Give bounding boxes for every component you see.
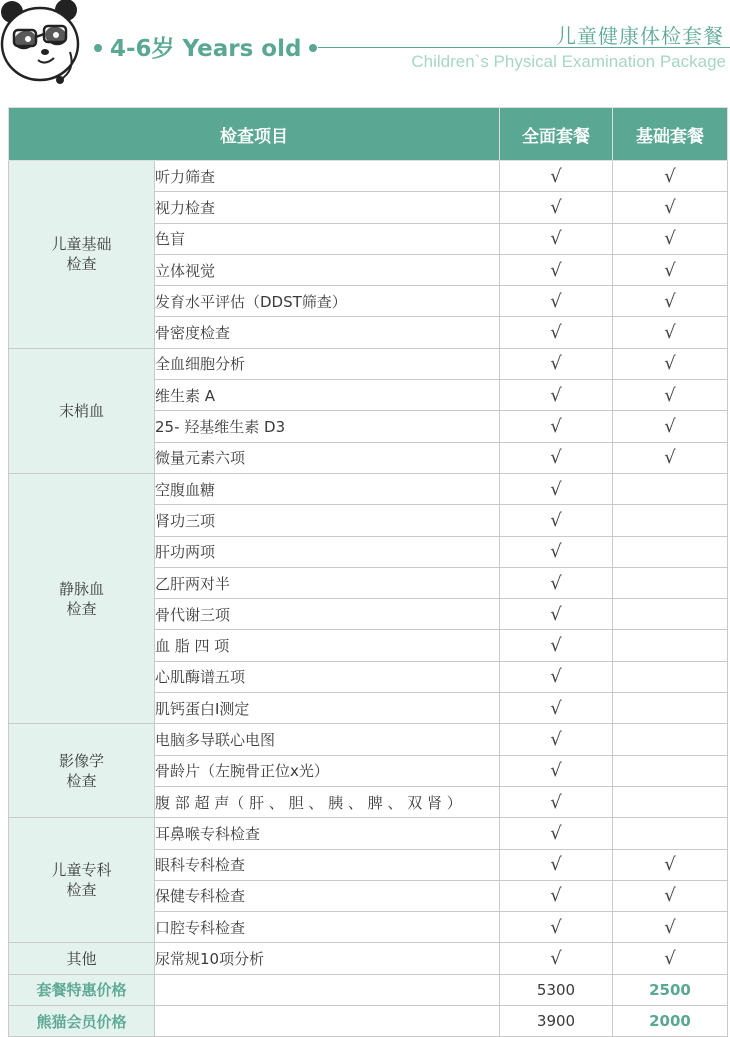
item-name-cell: 耳鼻喉专科检查 xyxy=(155,818,500,849)
category-cell: 儿童专科 检查 xyxy=(9,818,155,943)
item-name-cell: 听力筛查 xyxy=(155,161,500,192)
basic-package-check: √ xyxy=(613,442,728,473)
item-name-cell: 视力检查 xyxy=(155,192,500,223)
full-package-check: √ xyxy=(500,192,613,223)
basic-package-check: √ xyxy=(613,380,728,411)
full-package-check: √ xyxy=(500,661,613,692)
table-row xyxy=(9,473,728,504)
item-name-cell: 骨代谢三项 xyxy=(155,599,500,630)
item-name-cell: 腹 部 超 声（ 肝 、 胆 、 胰 、 脾 、 双 肾 ） xyxy=(155,786,500,817)
basic-package-check: √ xyxy=(613,254,728,285)
item-name-cell: 空腹血糖 xyxy=(155,473,500,504)
table-body xyxy=(9,161,728,1037)
basic-package-check: √ xyxy=(613,161,728,192)
header-basic-package: 基础套餐 xyxy=(613,108,728,161)
basic-package-check xyxy=(613,661,728,692)
basic-package-check xyxy=(613,630,728,661)
item-name-cell: 尿常规10项分析 xyxy=(155,943,500,974)
page-header xyxy=(0,0,730,100)
item-name-cell: 骨龄片（左腕骨正位x光） xyxy=(155,755,500,786)
category-cell: 影像学 检查 xyxy=(9,724,155,818)
basic-package-check xyxy=(613,599,728,630)
item-name-cell: 血 脂 四 项 xyxy=(155,630,500,661)
table-row xyxy=(9,818,728,849)
full-package-check: √ xyxy=(500,724,613,755)
full-package-check: √ xyxy=(500,567,613,598)
table-row xyxy=(9,348,728,379)
item-name-cell: 维生素 A xyxy=(155,380,500,411)
basic-package-check: √ xyxy=(613,912,728,943)
full-package-check: √ xyxy=(500,818,613,849)
category-cell: 儿童基础 检查 xyxy=(9,161,155,349)
full-package-check: √ xyxy=(500,693,613,724)
category-cell: 其他 xyxy=(9,943,155,974)
full-package-check: √ xyxy=(500,630,613,661)
item-name-cell: 微量元素六项 xyxy=(155,442,500,473)
category-cell: 末梢血 xyxy=(9,348,155,473)
basic-package-check: √ xyxy=(613,943,728,974)
basic-package-check xyxy=(613,755,728,786)
header-item: 检查项目 xyxy=(9,108,500,161)
basic-package-check: √ xyxy=(613,223,728,254)
item-name-cell: 发育水平评估（DDST筛查） xyxy=(155,286,500,317)
basic-package-check xyxy=(613,786,728,817)
item-name-cell: 电脑多导联心电图 xyxy=(155,724,500,755)
basic-package-check: √ xyxy=(613,286,728,317)
table-row xyxy=(9,724,728,755)
full-package-check: √ xyxy=(500,912,613,943)
full-package-check: √ xyxy=(500,599,613,630)
basic-package-check xyxy=(613,536,728,567)
basic-package-check: √ xyxy=(613,880,728,911)
item-name-cell: 肝功两项 xyxy=(155,536,500,567)
header-full-package: 全面套餐 xyxy=(500,108,613,161)
full-package-check: √ xyxy=(500,505,613,536)
basic-package-check xyxy=(613,818,728,849)
basic-package-price: 2000 xyxy=(613,1006,728,1037)
basic-package-check xyxy=(613,693,728,724)
panda-mascot-icon xyxy=(0,0,92,92)
full-package-check: √ xyxy=(500,223,613,254)
basic-package-check: √ xyxy=(613,411,728,442)
title-chinese: 儿童健康体检套餐 xyxy=(556,24,724,48)
basic-package-price: 2500 xyxy=(613,974,728,1005)
basic-package-check: √ xyxy=(613,348,728,379)
item-name-cell: 25- 羟基维生素 D3 xyxy=(155,411,500,442)
age-range-label xyxy=(94,30,317,63)
full-package-check: √ xyxy=(500,411,613,442)
full-package-check: √ xyxy=(500,286,613,317)
table-header-row xyxy=(9,108,728,161)
full-package-check: √ xyxy=(500,755,613,786)
full-package-check: √ xyxy=(500,786,613,817)
basic-package-check xyxy=(613,567,728,598)
age-text: 4-6岁 Years old xyxy=(110,36,302,62)
basic-package-check: √ xyxy=(613,849,728,880)
basic-package-check xyxy=(613,505,728,536)
full-package-check: √ xyxy=(500,317,613,348)
full-package-price: 5300 xyxy=(500,974,613,1005)
table-row xyxy=(9,161,728,192)
price-label-cell: 熊猫会员价格 xyxy=(9,1006,155,1037)
basic-package-check xyxy=(613,473,728,504)
basic-package-check: √ xyxy=(613,192,728,223)
price-label-cell: 套餐特惠价格 xyxy=(9,974,155,1005)
full-package-check: √ xyxy=(500,161,613,192)
package-table xyxy=(8,107,728,1037)
full-package-check: √ xyxy=(500,442,613,473)
item-name-cell: 立体视觉 xyxy=(155,254,500,285)
bullet-dot-icon xyxy=(94,44,102,52)
item-name-cell: 眼科专科检查 xyxy=(155,849,500,880)
item-name-cell: 保健专科检查 xyxy=(155,880,500,911)
item-name-cell: 肾功三项 xyxy=(155,505,500,536)
full-package-check: √ xyxy=(500,943,613,974)
title-english: Children`s Physical Examination Package xyxy=(411,52,726,71)
basic-package-check: √ xyxy=(613,317,728,348)
item-name-cell: 心肌酶谱五项 xyxy=(155,661,500,692)
category-cell: 静脉血 检查 xyxy=(9,473,155,723)
bullet-dot-icon xyxy=(309,44,317,52)
table-row xyxy=(9,943,728,974)
item-name-cell: 乙肝两对半 xyxy=(155,567,500,598)
item-name-cell: 肌钙蛋白I测定 xyxy=(155,693,500,724)
basic-package-check xyxy=(613,724,728,755)
full-package-check: √ xyxy=(500,473,613,504)
full-package-check: √ xyxy=(500,849,613,880)
price-empty-cell xyxy=(155,974,500,1005)
item-name-cell: 骨密度检查 xyxy=(155,317,500,348)
full-package-check: √ xyxy=(500,380,613,411)
full-package-price: 3900 xyxy=(500,1006,613,1037)
item-name-cell: 口腔专科检查 xyxy=(155,912,500,943)
price-empty-cell xyxy=(155,1006,500,1037)
full-package-check: √ xyxy=(500,880,613,911)
full-package-check: √ xyxy=(500,536,613,567)
price-row xyxy=(9,1006,728,1037)
full-package-check: √ xyxy=(500,254,613,285)
item-name-cell: 色盲 xyxy=(155,223,500,254)
item-name-cell: 全血细胞分析 xyxy=(155,348,500,379)
full-package-check: √ xyxy=(500,348,613,379)
price-row xyxy=(9,974,728,1005)
